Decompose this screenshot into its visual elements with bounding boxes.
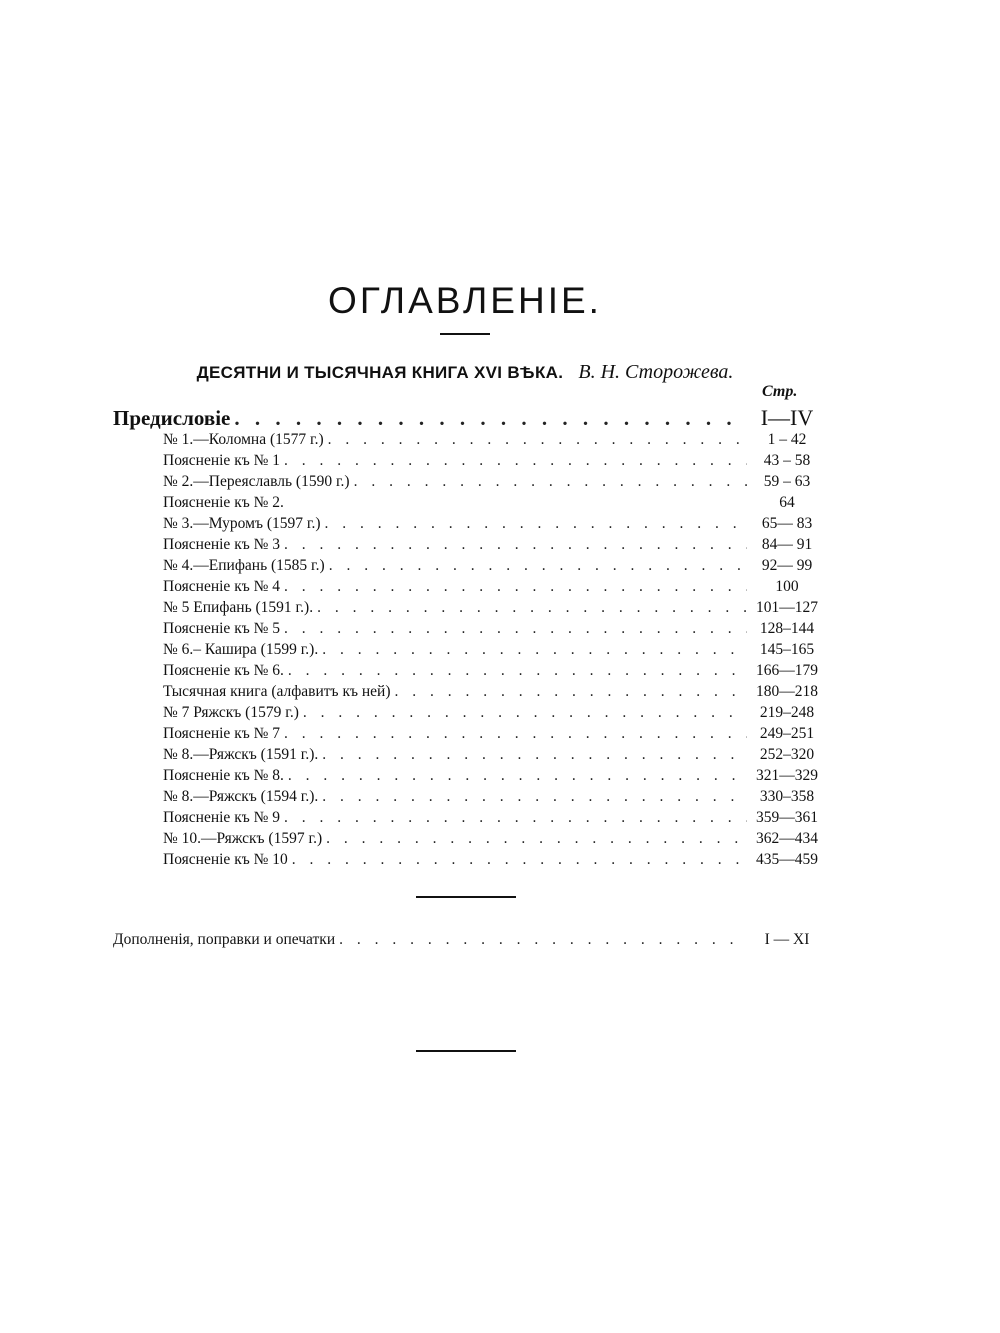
- toc-pages: 180—218: [756, 683, 818, 700]
- toc-pages: 359—361: [756, 809, 818, 826]
- dot-leader: [284, 724, 747, 744]
- toc-entry[interactable]: [163, 724, 823, 744]
- toc-entry[interactable]: [163, 661, 823, 681]
- end-divider: [416, 1050, 516, 1052]
- toc-entry[interactable]: [163, 430, 823, 450]
- toc-entry[interactable]: [163, 619, 823, 639]
- dot-leader: [303, 703, 747, 723]
- toc-pages: 219–248: [759, 704, 815, 721]
- toc-pages: 1 – 42: [767, 431, 807, 448]
- toc-pages: 330–358: [759, 788, 815, 805]
- dot-leader: [325, 514, 747, 534]
- toc-label: Поясненіе къ № 10: [163, 851, 288, 868]
- toc-pages: 92— 99: [761, 557, 813, 574]
- toc-entry[interactable]: [163, 493, 823, 513]
- toc-entry[interactable]: [163, 682, 823, 702]
- toc-pages: 128–144: [759, 620, 815, 637]
- toc-entry[interactable]: [163, 514, 823, 534]
- toc-label: № 6.– Кашира (1599 г.).: [163, 641, 319, 658]
- toc-pages: 84— 91: [761, 536, 813, 553]
- page-column-header: Стр.: [762, 383, 798, 400]
- toc-entry[interactable]: [163, 703, 823, 723]
- section-author: В. Н. Сторожева.: [578, 361, 734, 383]
- dot-leader: [284, 577, 747, 597]
- toc-pages: 65— 83: [761, 515, 813, 532]
- dot-leader: [284, 808, 747, 828]
- toc-entry[interactable]: [163, 787, 823, 807]
- dot-leader: [326, 829, 747, 849]
- toc-label: Тысячная книга (алфавитъ къ ней): [163, 683, 391, 700]
- dot-leader: [284, 619, 747, 639]
- toc-pages: 362—434: [756, 830, 818, 847]
- toc-pages: I — XI: [764, 931, 810, 948]
- dot-leader: [328, 430, 747, 450]
- section-divider: [416, 896, 516, 898]
- toc-label: Поясненіе къ № 3: [163, 536, 281, 553]
- dot-leader: [395, 682, 748, 702]
- toc-addenda[interactable]: [113, 930, 823, 950]
- toc-label: Поясненіе къ № 8.: [163, 767, 284, 784]
- toc-pages: 145–165: [759, 641, 815, 658]
- toc-pages: 100: [775, 578, 799, 595]
- toc-entry[interactable]: [163, 451, 823, 471]
- dot-leader: [354, 472, 747, 492]
- toc-pages: 166—179: [756, 662, 818, 679]
- dot-leader: [288, 766, 747, 786]
- toc-label: Поясненіе къ № 1: [163, 452, 281, 469]
- dot-leader: [322, 787, 747, 807]
- toc-label: № 7 Ряжскъ (1579 г.): [163, 704, 299, 721]
- dot-leader: [322, 745, 747, 765]
- toc-entry[interactable]: [163, 556, 823, 576]
- page-title: ОГЛАВЛЕНІЕ.: [328, 280, 602, 321]
- toc-entry[interactable]: [163, 808, 823, 828]
- toc-pages: 64: [779, 494, 795, 511]
- toc-label: Поясненіе къ № 9: [163, 809, 281, 826]
- toc-label: Поясненіе къ № 2.: [163, 494, 284, 511]
- toc-label: № 10.—Ряжскъ (1597 г.): [163, 830, 323, 847]
- toc-pages: 435—459: [756, 851, 818, 868]
- dot-leader: [234, 405, 747, 431]
- toc-label: № 8.—Ряжскъ (1591 г.).: [163, 746, 319, 763]
- toc-label: № 5 Епифань (1591 г.).: [163, 599, 314, 616]
- toc-preface[interactable]: [113, 405, 823, 431]
- toc-pages: 43 – 58: [763, 452, 811, 469]
- toc-label: Поясненіе къ № 5: [163, 620, 281, 637]
- toc-label: Предисловіе: [113, 406, 231, 430]
- dot-leader: [288, 661, 747, 681]
- toc-label: № 8.—Ряжскъ (1594 г.).: [163, 788, 319, 805]
- toc-entry[interactable]: [163, 640, 823, 660]
- dot-leader: [322, 640, 747, 660]
- toc-label: № 4.—Епифань (1585 г.): [163, 557, 325, 574]
- toc-entry[interactable]: [163, 850, 823, 870]
- toc-entry[interactable]: [163, 829, 823, 849]
- toc-pages: 252–320: [759, 746, 815, 763]
- toc-pages: 321—329: [756, 767, 818, 784]
- toc-label: Дополненія, поправки и опечатки: [113, 931, 336, 948]
- section-title: ДЕСЯТНИ И ТЫСЯЧНАЯ КНИГА XVI ВѢКА.: [196, 363, 564, 382]
- toc-entry[interactable]: [163, 598, 823, 618]
- title-underline: [440, 333, 490, 335]
- toc-label: Поясненіе къ № 7: [163, 725, 281, 742]
- dot-leader: [292, 850, 747, 870]
- dot-leader: [284, 535, 747, 555]
- toc-label: № 2.—Переяславль (1590 г.): [163, 473, 350, 490]
- toc-label: Поясненіе къ № 4: [163, 578, 281, 595]
- toc-entry[interactable]: [163, 577, 823, 597]
- toc-pages: I—IV: [760, 405, 814, 430]
- toc-entry[interactable]: [163, 535, 823, 555]
- section-heading: [0, 361, 930, 384]
- toc-entry[interactable]: [163, 745, 823, 765]
- toc-entry[interactable]: [163, 766, 823, 786]
- toc-pages: 249–251: [759, 725, 815, 742]
- toc-pages: 101—127: [756, 599, 818, 616]
- dot-leader: [339, 930, 747, 950]
- toc-label: № 3.—Муромъ (1597 г.): [163, 515, 321, 532]
- toc-label: № 1.—Коломна (1577 г.): [163, 431, 324, 448]
- toc-entry[interactable]: [163, 472, 823, 492]
- dot-leader: [317, 598, 747, 618]
- dot-leader: [329, 556, 747, 576]
- dot-leader: [284, 451, 747, 471]
- toc-label: Поясненіе къ № 6.: [163, 662, 284, 679]
- toc-pages: 59 – 63: [763, 473, 811, 490]
